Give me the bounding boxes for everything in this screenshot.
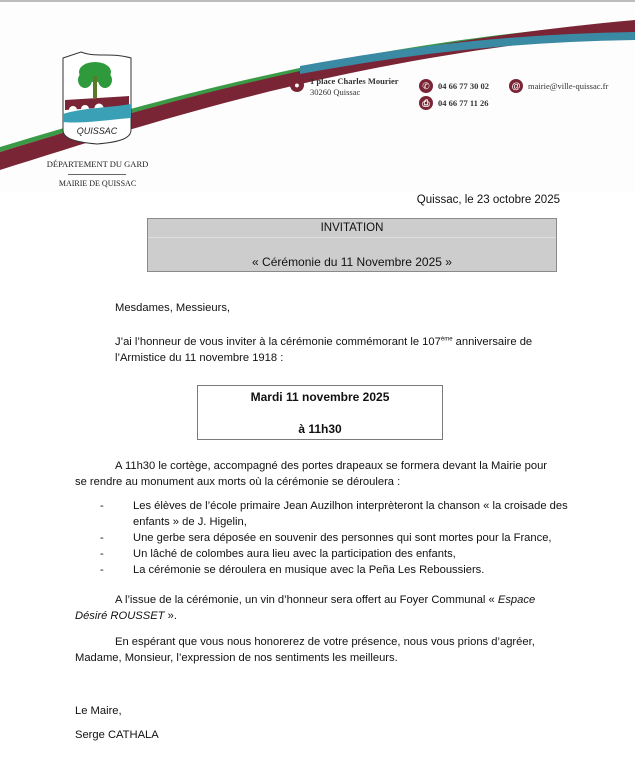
phone-number[interactable]: 04 66 77 30 02 <box>438 81 489 91</box>
signature-name: Serge CATHALA <box>75 729 159 741</box>
event-date-box <box>197 385 443 440</box>
program-item <box>100 498 570 530</box>
list-dash: - <box>100 532 104 544</box>
invitation-heading: INVITATION <box>148 222 556 238</box>
department-label: DÉPARTEMENT DU GARD <box>46 159 149 169</box>
intro-paragraph <box>115 334 560 366</box>
letterhead <box>0 0 635 192</box>
program-item-text: Une gerbe sera déposée en souvenir des personnes qui sont mortes pour la France, <box>133 532 552 544</box>
list-dash: - <box>100 500 104 512</box>
letterhead-divider <box>68 174 126 175</box>
procession-paragraph: A 11h30 le cortège, accompagné des portes drapeaux se formera devant la Mairie pour se rendre au monument aux morts où la cérémonie se déroulera : <box>75 460 548 488</box>
invitation-title-box <box>147 218 557 272</box>
svg-text:QUISSAC: QUISSAC <box>76 126 118 136</box>
intro-text-end: anniversaire de l’Armistice du 11 novembre 1918 : <box>115 336 533 364</box>
email-address[interactable]: mairie@ville-quissac.fr <box>528 81 609 91</box>
intro-text-start: J’ai l’honneur de vous inviter à la cérémonie commémorant le 107 <box>115 336 441 348</box>
fax-number: 04 66 77 11 26 <box>438 98 489 108</box>
intro-ordinal-suffix: ème <box>440 336 453 343</box>
fax-printer-icon: ⎙ <box>419 96 433 110</box>
reception-text-end: ». <box>164 610 177 622</box>
reception-text: A l’issue de la cérémonie, un vin d’honneur sera offert au Foyer Communal « <box>115 594 498 606</box>
mairie-label: MAIRIE DE QUISSAC <box>58 179 137 188</box>
address-line-1: 1 place Charles Mourier <box>310 76 399 86</box>
reception-venue: Espace Désiré ROUSSET <box>75 594 536 622</box>
event-date: Mardi 11 novembre 2025 <box>250 390 390 404</box>
program-item-text: La cérémonie se déroulera en musique avec la Peña Les Reboussiers. <box>133 564 485 576</box>
program-item-text: Un lâché de colombes aura lieu avec la participation des enfants, <box>133 548 456 560</box>
ceremony-title: « Cérémonie du 11 Novembre 2025 » <box>252 255 452 269</box>
quissac-coat-of-arms-logo <box>61 50 133 145</box>
address-line-2: 30260 Quissac <box>310 87 361 97</box>
list-dash: - <box>100 564 104 576</box>
signature-title: Le Maire, <box>75 705 122 717</box>
phone-icon: ✆ <box>419 79 433 93</box>
program-item <box>100 562 570 578</box>
salutation: Mesdames, Messieurs, <box>115 302 231 314</box>
place-and-date: Quissac, le 23 octobre 2025 <box>416 194 560 206</box>
program-item <box>100 546 570 562</box>
event-time: à 11h30 <box>298 422 342 436</box>
list-dash: - <box>100 548 104 560</box>
program-list <box>100 498 570 578</box>
email-at-icon: @ <box>509 79 523 93</box>
reception-paragraph <box>75 592 560 624</box>
address <box>310 76 399 98</box>
program-item-text: Les élèves de l’école primaire Jean Auzilhon interprèteront la chanson « la croisade des enfants » de J. Higelin, <box>133 500 568 528</box>
map-pin-icon: ● <box>290 78 304 92</box>
closing-paragraph: En espérant que vous nous honorerez de votre présence, nous vous prions d’agréer, Madame, Monsieur, l’expression de nos sentiments les meilleurs. <box>75 636 535 664</box>
program-item <box>100 530 570 546</box>
